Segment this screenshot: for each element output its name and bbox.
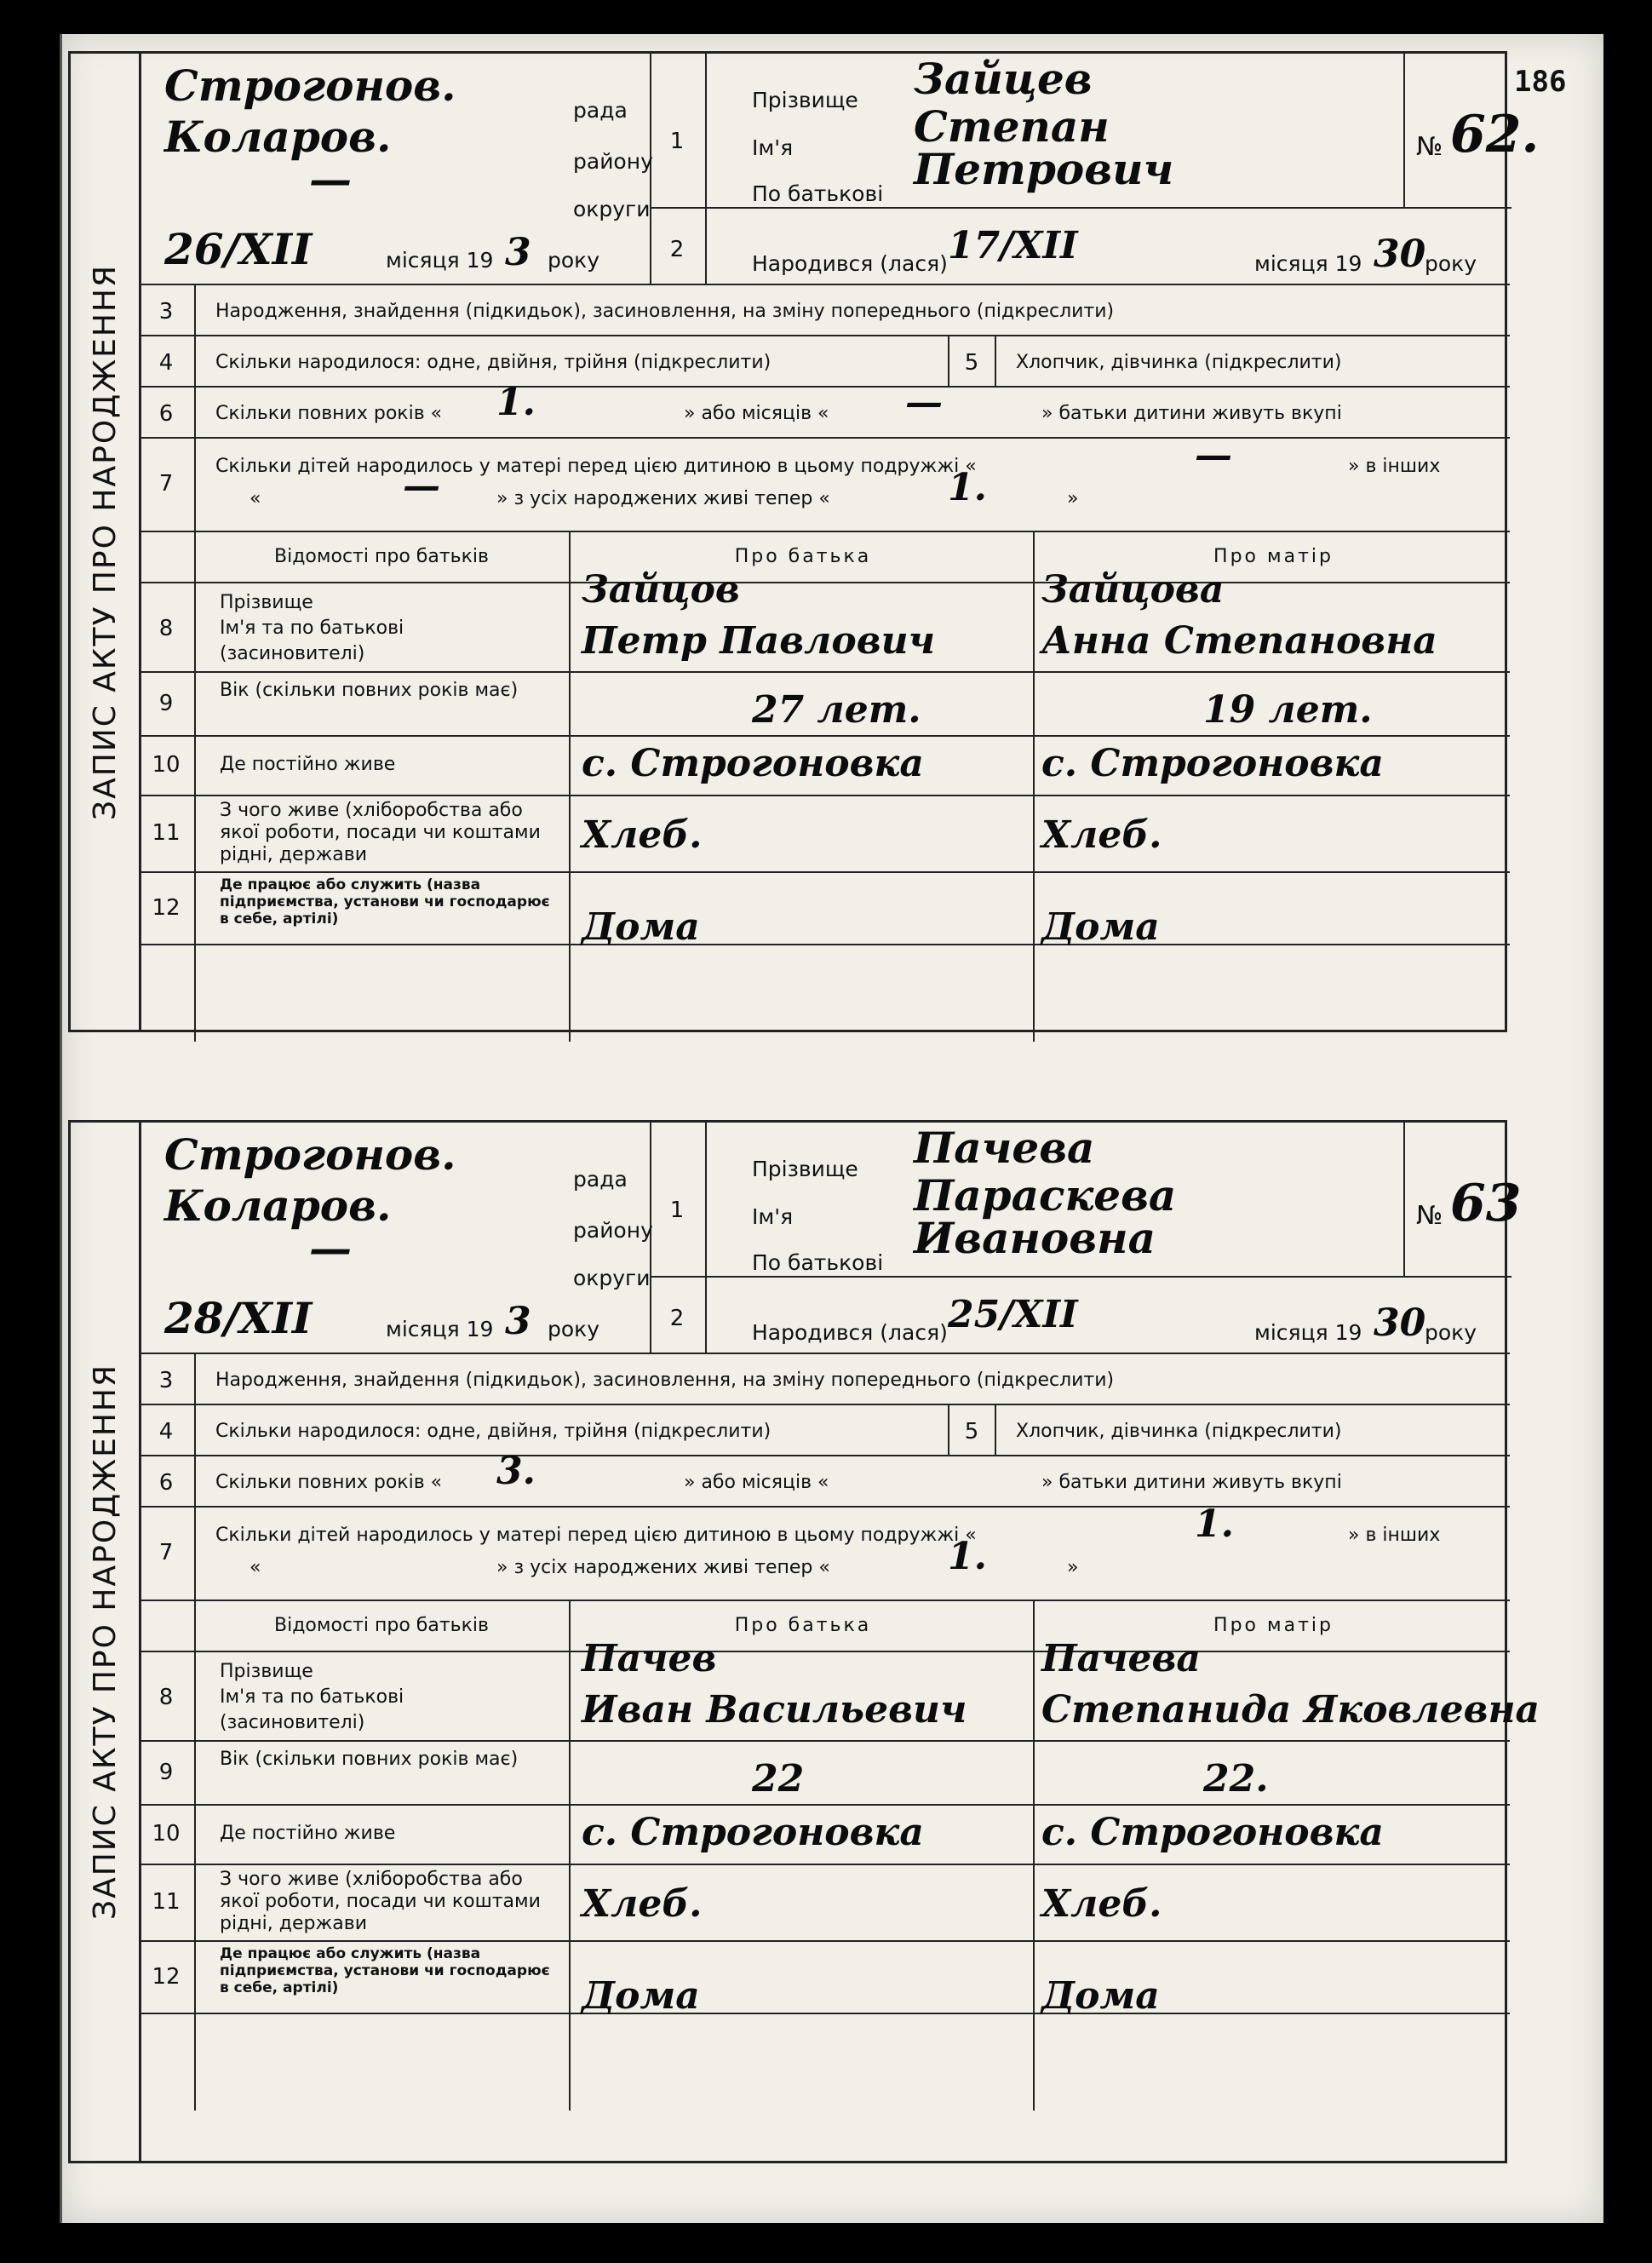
header-parents-info: Відомості про батьків	[274, 1615, 489, 1636]
row5-text: Хлопчик, дівчинка (підкреслити)	[1016, 1421, 1342, 1442]
birth-date: 25/XII	[948, 1293, 1078, 1336]
father-living: Хлеб.	[582, 1882, 703, 1926]
row-number-2: 2	[669, 1306, 685, 1331]
row8-label: Прізвище Ім'я та по батькові (засиновителі)	[220, 1661, 404, 1733]
row-number-12: 12	[152, 895, 181, 921]
reg-date: 28/XII	[164, 1293, 313, 1343]
birth-month-label: місяця 19	[1254, 1320, 1362, 1345]
row7-label-a: Скільки дітей народилось у матері перед цією дитиною в цьому подружжі «	[215, 1525, 977, 1546]
months-together: —	[905, 381, 943, 424]
header-father: Про батька	[734, 1615, 872, 1636]
father-work: Дома	[582, 1974, 700, 2018]
raion-label: району	[573, 1218, 653, 1243]
birth-year-label: року	[1425, 1320, 1477, 1345]
row7-label-a: Скільки дітей народилось у матері перед цією дитиною в цьому подружжі «	[215, 456, 977, 477]
row3-text: Народження, знайдення (підкидьок), засиновлення, на зміну попереднього (підкреслити)	[215, 301, 1115, 322]
row12-label: Де працює або служить (назва підприємства, установи чи господарює в себе, артілі)	[220, 1945, 550, 1996]
child-surname: Зайцев	[914, 54, 1093, 104]
row-number-10: 10	[152, 752, 181, 778]
birth-year: 30	[1374, 1301, 1426, 1345]
patronymic-label: По батькові	[752, 181, 884, 206]
row-number-4: 4	[158, 350, 174, 376]
birth-label: Народився (лася)	[752, 1320, 948, 1345]
reg-date: 26/XII	[164, 224, 313, 274]
sidebar-title-box	[71, 54, 141, 1030]
rada-label: рада	[573, 98, 628, 123]
row6-label-b: » або місяців «	[684, 403, 829, 424]
row-number-9: 9	[158, 691, 174, 716]
row7-label-e: »	[1067, 488, 1079, 509]
row8-label: Прізвище Ім'я та по батькові (засиновителі)	[220, 592, 404, 664]
mother-work: Дома	[1041, 1974, 1160, 2018]
row-number-11: 11	[152, 820, 181, 846]
row-number-1: 1	[669, 1198, 685, 1223]
row6-label-c: » батьки дитини живуть вкупі	[1041, 1472, 1342, 1493]
row9-label: Вік (скільки повних років має)	[220, 1749, 519, 1770]
father-age: 27 лет.	[752, 688, 921, 732]
row9-label: Вік (скільки повних років має)	[220, 680, 519, 701]
birth-record-63	[68, 1120, 1540, 2163]
patronymic-label: По батькові	[752, 1250, 884, 1275]
reg-year: 3	[505, 1300, 531, 1343]
header-father: Про батька	[734, 546, 872, 567]
mother-age: 19 лет.	[1203, 688, 1373, 732]
mother-living: Хлеб.	[1041, 813, 1162, 857]
row7-label-b: » в інших	[1348, 456, 1441, 477]
row7-label-d: » з усіх народжених живі тепер «	[496, 1557, 830, 1578]
reg-year-label: року	[548, 1317, 600, 1341]
row4-text: Скільки народилося: одне, двійня, трійня (підкреслити)	[215, 1421, 772, 1442]
sidebar-title: ЗАПИС АКТУ ПРО НАРОДЖЕННЯ	[87, 263, 123, 820]
sidebar-title-box	[71, 1123, 141, 2161]
header-mother: Про матір	[1213, 546, 1334, 567]
row-number-10: 10	[152, 1821, 181, 1847]
birth-year-label: року	[1425, 251, 1477, 276]
okruha-label: округи	[573, 197, 651, 221]
mother-name: Зайцова Анна Степановна	[1041, 568, 1437, 663]
raion-value: Коларов.	[164, 112, 392, 162]
record-number: 63	[1450, 1174, 1522, 1233]
children-this-marriage: 1.	[1195, 1502, 1234, 1546]
row3-text: Народження, знайдення (підкидьок), засиновлення, на зміну попереднього (підкреслити)	[215, 1370, 1115, 1391]
reg-year: 3	[505, 231, 531, 274]
name-label: Ім'я	[752, 135, 794, 160]
row5-text: Хлопчик, дівчинка (підкреслити)	[1016, 352, 1342, 373]
surname-label: Прізвище	[752, 88, 858, 112]
number-label: №	[1416, 132, 1443, 162]
child-name: Параскева	[914, 1170, 1177, 1221]
row11-label: З чого живе (хліборобства або якої роботи, посади чи коштами рідні, держави	[220, 800, 541, 865]
row-number-6: 6	[158, 401, 174, 427]
row-number-7: 7	[158, 1540, 174, 1565]
father-residence: с. Строгоновка	[582, 742, 924, 785]
father-residence: с. Строгоновка	[582, 1811, 924, 1854]
page-number: 186	[1514, 65, 1567, 99]
row-number-12: 12	[152, 1964, 181, 1990]
row-number-5: 5	[964, 350, 979, 376]
row-number-1: 1	[669, 129, 685, 154]
row-number-5: 5	[964, 1419, 979, 1445]
raion-label: району	[573, 149, 653, 174]
father-name: Зайцов Петр Павлович	[582, 568, 936, 663]
row-number-4: 4	[158, 1419, 174, 1445]
birth-record-62	[68, 51, 1540, 1032]
father-name: Пачев Иван Васильевич	[582, 1637, 967, 1732]
mother-residence: с. Строгоновка	[1041, 1811, 1384, 1854]
row7-label-c: «	[250, 1557, 261, 1578]
header-parents-info: Відомості про батьків	[274, 546, 489, 567]
children-alive: 1.	[948, 1535, 987, 1578]
surname-label: Прізвище	[752, 1157, 858, 1181]
children-other: —	[403, 464, 440, 508]
birth-month-label: місяця 19	[1254, 251, 1362, 276]
row-number-6: 6	[158, 1470, 174, 1496]
reg-month-label: місяця 19	[386, 248, 494, 273]
birth-year: 30	[1374, 233, 1426, 276]
row10-label: Де постійно живе	[220, 754, 396, 775]
row-number-11: 11	[152, 1889, 181, 1915]
rada-value: Строгонов.	[164, 1129, 456, 1180]
row7-label-c: «	[250, 488, 261, 509]
mother-work: Дома	[1041, 905, 1160, 949]
row6-label-b: » або місяців «	[684, 1472, 829, 1493]
children-alive: 1.	[948, 466, 987, 509]
mother-residence: с. Строгоновка	[1041, 742, 1384, 785]
father-living: Хлеб.	[582, 813, 703, 857]
record-number: 62.	[1450, 105, 1540, 164]
reg-year-label: року	[548, 248, 600, 273]
birth-label: Народився (лася)	[752, 251, 948, 276]
raion-value: Коларов.	[164, 1180, 392, 1231]
name-label: Ім'я	[752, 1204, 794, 1229]
row6-label-a: Скільки повних років «	[215, 1472, 443, 1493]
number-label: №	[1416, 1201, 1443, 1231]
row6-label-c: » батьки дитини живуть вкупі	[1041, 403, 1342, 424]
years-together: 3.	[496, 1450, 536, 1493]
row12-label: Де працює або служить (назва підприємства, установи чи господарює в себе, артілі)	[220, 876, 550, 928]
row4-text: Скільки народилося: одне, двійня, трійня (підкреслити)	[215, 352, 772, 373]
header-mother: Про матір	[1213, 1615, 1334, 1636]
child-patronymic: Петрович	[914, 144, 1174, 194]
okruha-value: —	[309, 154, 352, 204]
row6-label-a: Скільки повних років «	[215, 403, 443, 424]
row-number-7: 7	[158, 471, 174, 497]
child-surname: Пачева	[914, 1123, 1095, 1173]
row-number-2: 2	[669, 237, 685, 262]
row-number-8: 8	[158, 616, 174, 641]
row7-label-e: »	[1067, 1557, 1079, 1578]
row7-label-d: » з усіх народжених живі тепер «	[496, 488, 830, 509]
birth-date: 17/XII	[948, 224, 1078, 267]
child-patronymic: Ивановна	[914, 1213, 1156, 1263]
father-age: 22	[752, 1757, 805, 1801]
child-name: Степан	[914, 101, 1110, 152]
years-together: 1.	[496, 381, 536, 424]
mother-name: Пачева Степанида Яковлевна	[1041, 1637, 1540, 1732]
row-number-8: 8	[158, 1685, 174, 1710]
row10-label: Де постійно живе	[220, 1823, 396, 1844]
okruha-label: округи	[573, 1266, 651, 1290]
okruha-value: —	[309, 1223, 352, 1273]
row7-label-b: » в інших	[1348, 1525, 1441, 1546]
row-number-3: 3	[158, 299, 174, 325]
rada-label: рада	[573, 1167, 628, 1192]
sidebar-title: ЗАПИС АКТУ ПРО НАРОДЖЕННЯ	[87, 1364, 123, 1920]
mother-living: Хлеб.	[1041, 1882, 1162, 1926]
mother-age: 22.	[1203, 1757, 1269, 1801]
children-this-marriage: —	[1195, 434, 1232, 477]
row-number-3: 3	[158, 1368, 174, 1393]
row-number-9: 9	[158, 1760, 174, 1785]
rada-value: Строгонов.	[164, 60, 456, 111]
row11-label: З чого живе (хліборобства або якої роботи, посади чи коштами рідні, держави	[220, 1869, 541, 1934]
father-work: Дома	[582, 905, 700, 949]
reg-month-label: місяця 19	[386, 1317, 494, 1341]
